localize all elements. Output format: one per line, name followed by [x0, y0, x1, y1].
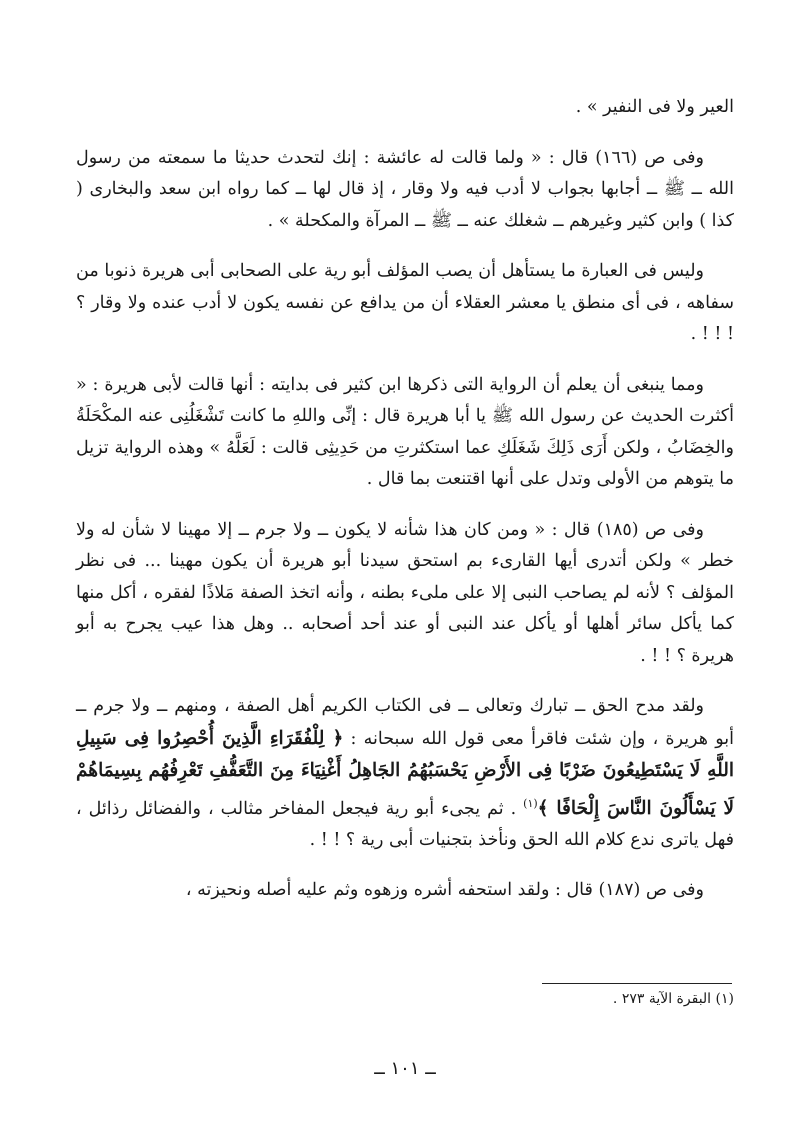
page-number: ــ ١٠١ ــ	[374, 1058, 436, 1079]
paragraph-2: وفى ص (١٦٦) قال : « ولما قالت له عائشة : إنك لتحدث حديثا ما سمعته من رسول الله ــ ﷺ ــ أجابها بجواب لا أدب فيه ولا وقار ، إذ قال لها ــ كما رواه ابن سعد والبخارى ( كذا ) وابن كثير وغيرهم ــ شغلك عنه ــ ﷺ ــ المرآة والمكحلة » .	[76, 147, 734, 231]
paragraph-1: العير ولا فى النفير » .	[575, 97, 734, 117]
paragraph-3: وليس فى العبارة ما يستأهل أن يصب المؤلف أبو رية على الصحابى أبى هريرة ذنوبا من سفاهه ، فى أى منطق يا معشر العقلاء أن من يدافع عن نفسه يكون لا أدب عنده ولا وقار ؟ ! ! ! .	[76, 261, 735, 344]
paragraph-4: ومما ينبغى أن يعلم أن الرواية التى ذكرها ابن كثير فى بدايته : أنها قالت لأبى هريرة : « أكثرت الحديث عن رسول الله ﷺ يا أبا هريرة قال : إنِّى واللهِ ما كانت تَشْغَلُنِى عنه المكْحَلَةُ والخِضَابُ ، ولكن أَرَى ذَلِكَ شَغَلَكِ عما استكثرتِ من حَدِيثِى قالت : لَعَلَّهُ » وهذه الرواية تزيل ما يتوهم من الأولى وتدل على أنها اقتنعت بما قال .	[76, 374, 734, 489]
paragraph-6	[76, 691, 734, 856]
footnote-divider	[542, 983, 732, 984]
paragraph-5: وفى ص (١٨٥) قال : « ومن كان هذا شأنه لا يكون ــ ولا جرم ــ إلا مهينا لا شأن له ولا خطر » ولكن أتدرى أيها القارىء بم استحق سيدنا أبو هريرة أن يكون مهينا ... فى نظر المؤلف ؟ لأنه لم يصاحب النبى إلا على ملىء بطنه ، وأنه اتخذ الصفة مَلاذًا لفقره ، أكل منها كما يأكل سائر أهلها أو يأكل عند النبى أو عند أحد أصحابه .. وهل هذا عيب يجرح به أبو هريرة ؟ ! ! .	[76, 519, 734, 666]
footnote-reference: (١)	[523, 796, 538, 810]
page-body	[76, 92, 734, 926]
paragraph-6-outro: . ثم يجىء أبو رية فيجعل المفاخر مثالب ، والفضائل رذائل ، فهل ياترى ندع كلام الله الحق ونأخذ بتجنيات أبى رية ؟ ! ! .	[76, 798, 734, 850]
paragraph-7: وفى ص (١٨٧) قال : ولقد استحفه أشره وزهوه وثم عليه أصله ونحيزته ،	[185, 880, 704, 901]
paragraph-6-intro: ولقد مدح الحق ــ تبارك وتعالى ــ فى الكتاب الكريم أهل الصفة ، ومنهم ــ ولا جرم ــ أبو هريرة ، وإن شئت فاقرأ معى قول الله سبحانه :	[76, 696, 734, 749]
quran-verse: ﴿ لِلْفُقَرَاءِ الَّذِينَ أُحْصِرُوا فِى سَبِيلِ اللَّهِ لَا يَسْتَطِيعُونَ ضَرْبًا فِى الأَرْضِ يَحْسَبُهُمُ الجَاهِلُ أَغْنِيَاءَ مِنَ التَّعَفُّفِ تَعْرِفُهُم بِسِيمَاهُمْ لَا يَسْأَلُونَ النَّاسَ إِلْحَافًا ﴾	[76, 727, 734, 819]
footnote: (١) البقرة الآية ٢٧٣ .	[612, 991, 734, 1007]
